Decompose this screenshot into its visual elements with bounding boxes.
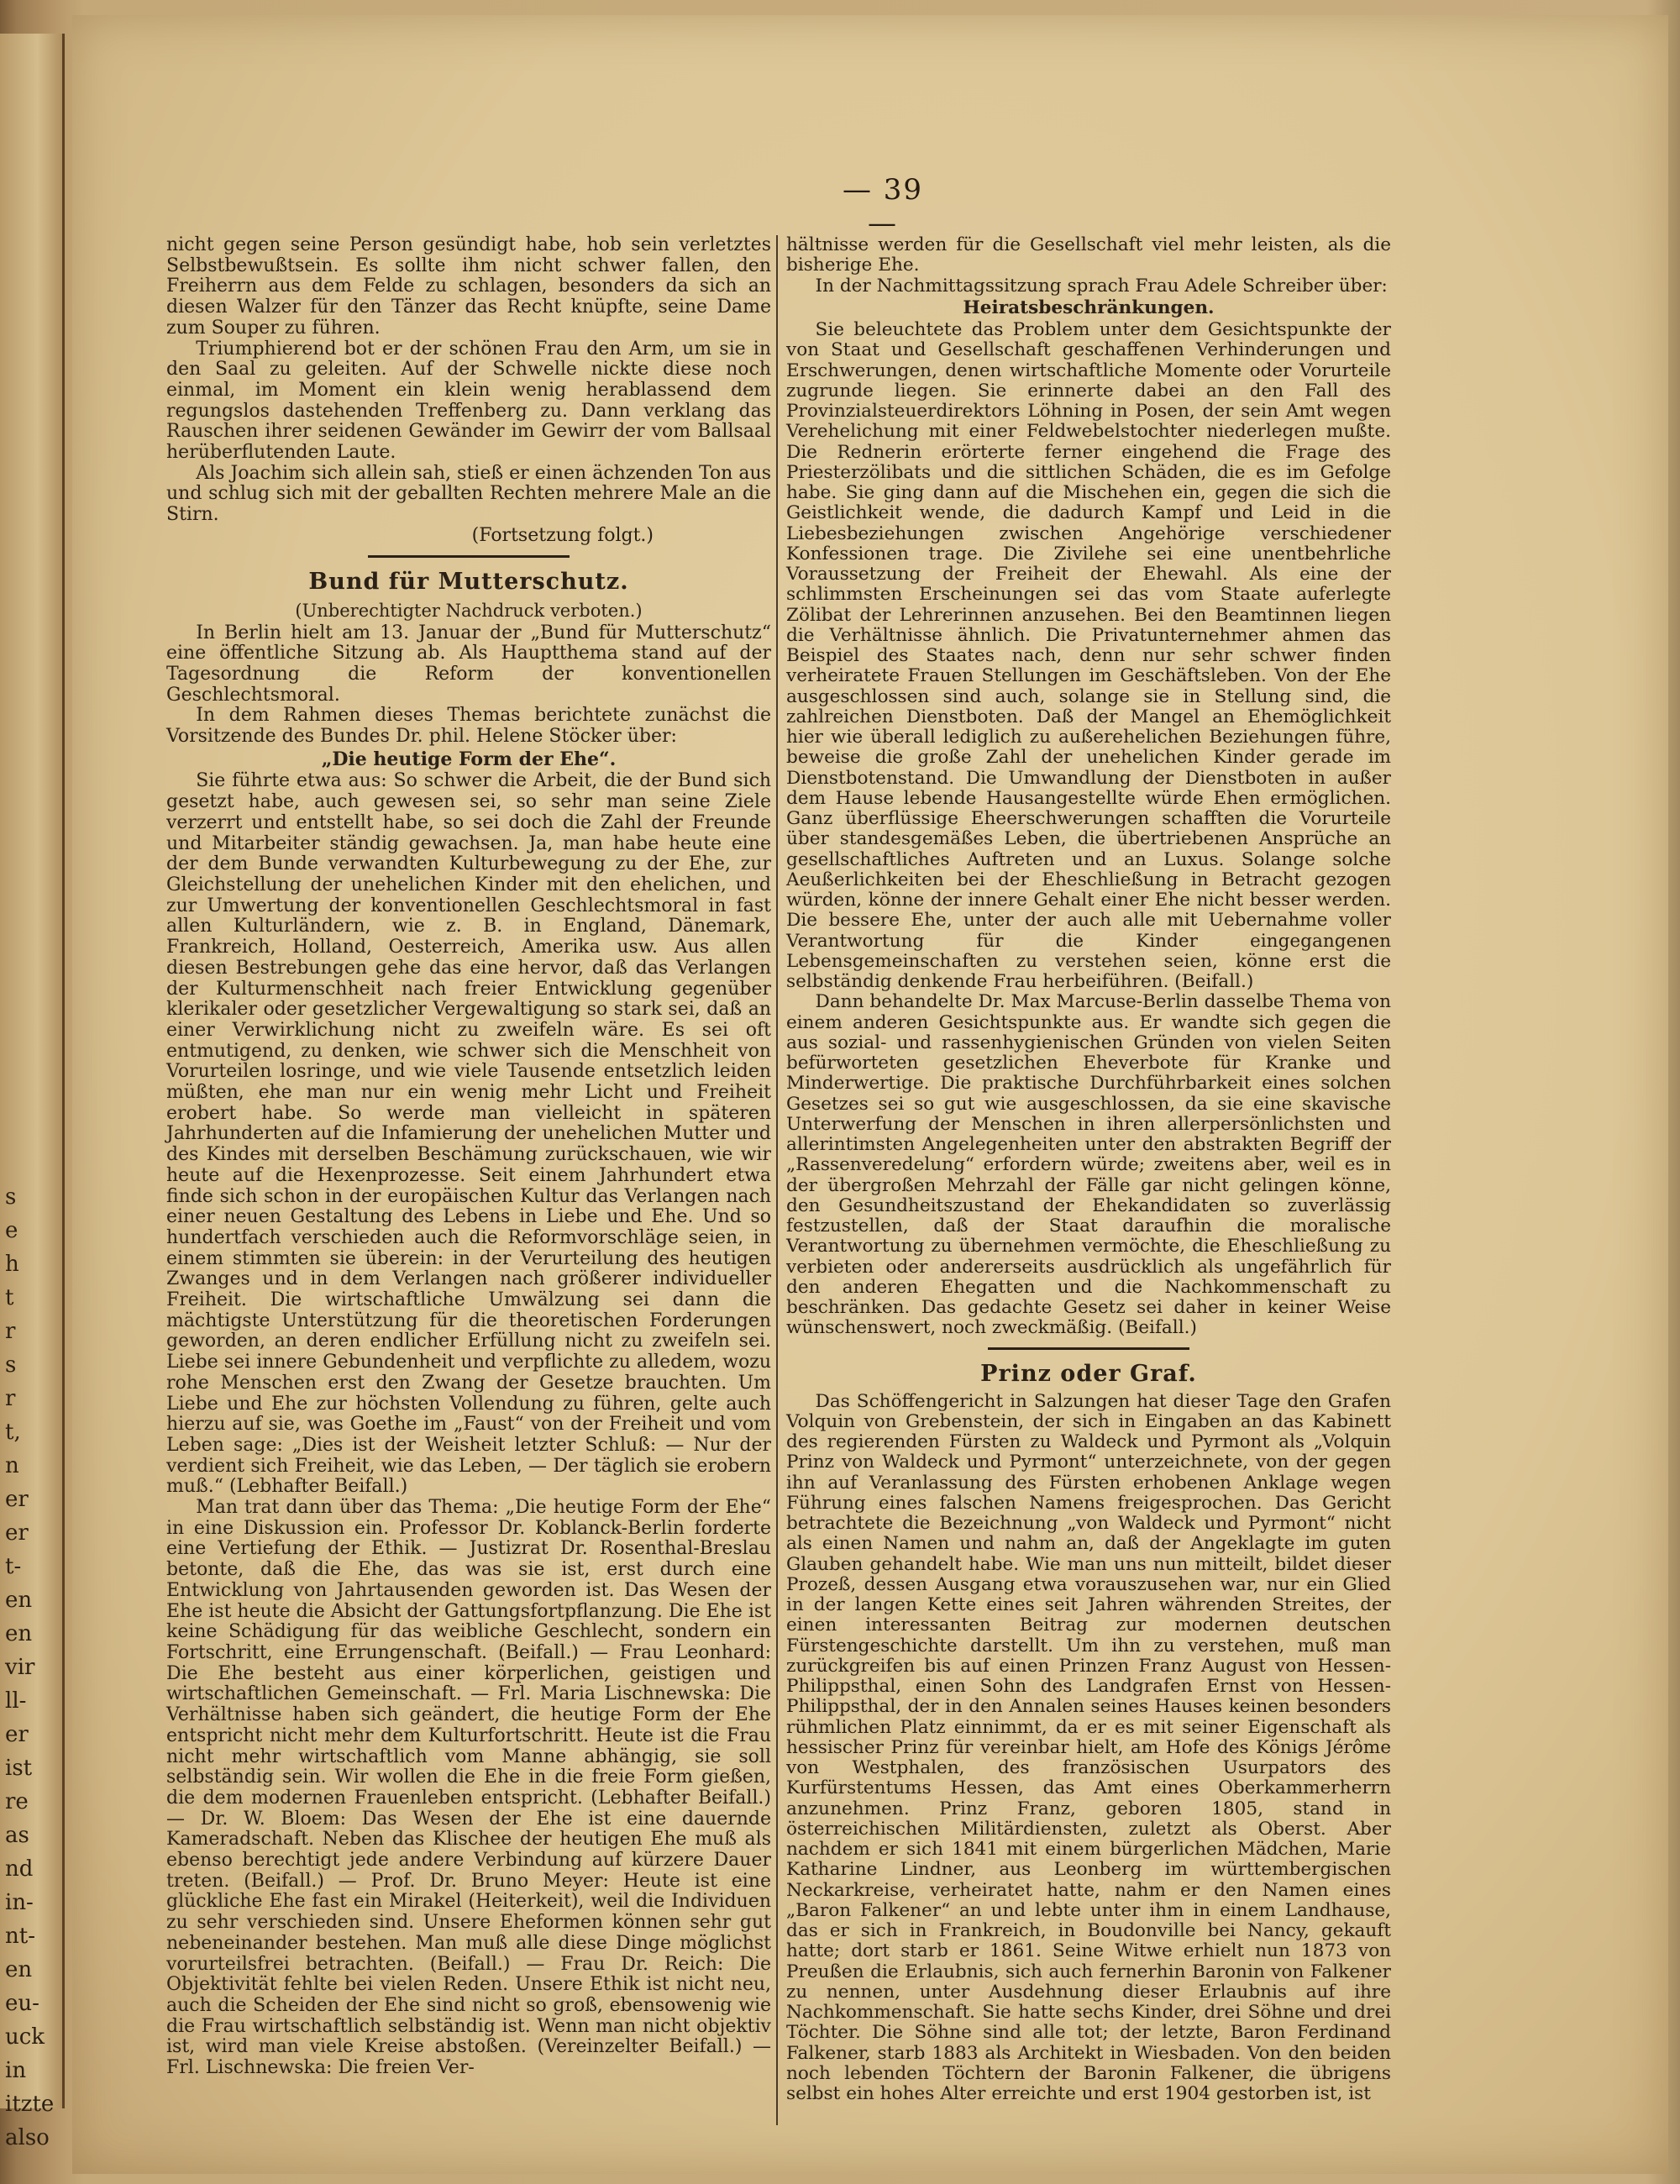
adjacent-page-text-fragment: en (5, 1957, 33, 1982)
page-number: — 39 — (842, 173, 924, 240)
lecture-topic: „Die heutige Form der Ehe“. (321, 748, 617, 770)
adjacent-page-text-fragment: in- (5, 1890, 34, 1915)
article-paragraph: In dem Rahmen dieses Themas berichtete zunächst die Vorsitzende des Bundes Dr. phil. Helene Stöcker über: (166, 705, 771, 748)
right-column (786, 235, 1391, 2104)
reprint-notice: (Unberechtigter Nachdruck verboten.) (295, 600, 643, 621)
adjacent-page-text-fragment: h (5, 1252, 19, 1277)
adjacent-page-text-fragment: nd (5, 1856, 34, 1882)
adjacent-page-text-fragment: er (5, 1487, 29, 1512)
lecture-topic: Heiratsbeschränkungen. (963, 297, 1215, 318)
adjacent-page-text-fragment: ll- (5, 1688, 27, 1714)
article-heading: Bund für Mutterschutz. (308, 568, 629, 595)
section-divider (368, 555, 570, 558)
serial-story-paragraph: Triumphierend bot er der schönen Frau den Arm, um sie in den Saal zu geleiten. Auf der Schwelle nickte diese noch einmal, im Moment ein klein wenig herablassend dem regungslos dastehenden Treffenberg zu. Dann verklang das Rauschen ihrer seidenen Gewänder im Gewirr der vom Ballsaal herüberflutenden Laute. (166, 338, 771, 464)
adjacent-page-text-fragment: s (5, 1184, 17, 1210)
serial-story-paragraph: Als Joachim sich allein sah, stieß er einen ächzenden Ton aus und schlug sich mit der geballten Rechten mehrere Male an die Stirn. (166, 462, 771, 526)
adjacent-page-text-fragment: re (5, 1789, 29, 1814)
adjacent-page-text-fragment: r (5, 1386, 16, 1411)
adjacent-page-text-fragment: also (5, 2125, 50, 2150)
adjacent-page-text-fragment: in (5, 2058, 27, 2083)
article-heading: Prinz oder Graf. (980, 1360, 1197, 1387)
article-paragraph: Dann behandelte Dr. Max Marcuse-Berlin dasselbe Thema von einem anderen Gesichtspunkte aus. Er wandte sich gegen die aus sozial- und rassenhygienischen Gründen von vielen Seiten befürworteten gesetzlichen Eheverbote für Kranke und Minderwertige. Die praktische Durchführbarkeit eines solchen Gesetzes sei so gut wie ausgeschlossen, da sie eine skavische Unterwerfung der Menschen in ihren allerpersönlichsten und allerintimsten Angelegenheiten unter den abstrakten Begriff der „Rassenveredelung“ erfordern würde; zweitens aber, weil es in der übergroßen Mehrzahl der Fälle gar nicht gelingen könne, den Gesundheitszustand der Ehekandidaten so zuverlässig festzustellen, daß der Staat daraufhin die moralische Verantwortung zu übernehmen vermöchte, die Eheschließung zu verbieten oder andererseits ausdrücklich als ungefährlich für den anderen Ehegatten und die Nachkommenschaft zu beschränken. Das gedachte Gesetz sei daher in keiner Weise wünschenswert, noch zweckmäßig. (Beifall.) (786, 991, 1391, 1339)
adjacent-page-text-fragment: nt- (5, 1924, 35, 1949)
adjacent-page-fragment (0, 34, 65, 2150)
adjacent-page-text-fragment: vir (5, 1655, 35, 1680)
adjacent-page-text-fragment: en (5, 1621, 33, 1646)
adjacent-page-text-fragment: r (5, 1319, 16, 1344)
newspaper-page (72, 15, 1668, 2174)
article-paragraph: In der Nachmittagssitzung sprach Frau Adele Schreiber über: (815, 275, 1388, 297)
article-paragraph: Man trat dann über das Thema: „Die heutige Form der Ehe“ in eine Diskussion ein. Professor Dr. Koblanck-Berlin forderte eine Vertiefung der Ethik. — Justizrat Dr. Rosenthal-Breslau betonte, daß die Ehe, das was sie ist, erst durch eine Entwicklung von Jahrtausenden geworden ist. Das Wesen der Ehe ist heute die Absicht der Gattungsfortpflanzung. Die Ehe ist keine Schädigung für das weibliche Geschlecht, sondern ein Fortschritt, eine Errungenschaft. (Beifall.) — Frau Leonhard: Die Ehe besteht aus einer körperlichen, geistigen und wirtschaftlichen Gemeinschaft. — Frl. Maria Lischnewska: Die Verhältnisse haben sich geändert, die heutige Form der Ehe entspricht nicht mehr dem Kulturfortschritt. Heute ist die Frau nicht mehr wirtschaftlich vom Manne abhängig, sie soll selbständig sein. Wir wollen die Ehe in die freie Form gießen, die dem modernen Frauenleben entspricht. (Lebhafter Beifall.) — Dr. W. Bloem: Das Wesen der Ehe ist eine dauernde Kameradschaft. Neben das Klischee der heutigen Ehe muß als ebenso berechtigt jede andere Verbindung auf kürzere Dauer treten. (Beifall.) — Prof. Dr. Bruno Meyer: Heute ist eine glückliche Ehe fast ein Mirakel (Heiterkeit), weil die Individuen zu sehr verschieden sind. Unsere Eheformen können sehr gut nebeneinander bestehen. Man muß alle diese Dinge möglichst vorurteilsfrei betrachten. (Beifall.) — Frau Dr. Reich: Die Objektivität fehlte bei vielen Reden. Unsere Ethik ist nicht neu, auch die Scheiden der Ehe sind nicht so groß, ebensowenig wie die Frau wirtschaftlich selbständig ist. Wenn man nicht objektiv ist, wird man viele Kreise abstoßen. (Vereinzelter Beifall.) — Frl. Lischnewska: Die freien Ver- (166, 1497, 771, 2079)
adjacent-page-text-fragment: e (5, 1218, 18, 1243)
adjacent-page-text-fragment: er (5, 1520, 29, 1546)
adjacent-page-text-fragment: t- (5, 1554, 22, 1579)
adjacent-page-text-fragment: ist (5, 1756, 33, 1781)
article-paragraph: In Berlin hielt am 13. Januar der „Bund für Mutterschutz“ eine öffentliche Sitzung ab. Als Hauptthema stand auf der Tagesordnung die Reform der konventionellen Geschlechtsmoral. (166, 622, 771, 706)
adjacent-page-text-fragment: itzte (5, 2092, 55, 2117)
adjacent-page-text-fragment: er (5, 1722, 29, 1747)
section-divider (988, 1347, 1189, 1350)
article-paragraph: Sie führte etwa aus: So schwer die Arbeit, die der Bund sich gesetzt habe, auch gewesen sei, so sehr man seine Ziele verzerrt und entstellt habe, so sei doch die Zahl der Freunde und Mitarbeiter ständig gewachsen. Ja, man habe heute eine der dem Bunde verwandten Kulturbewegung zu der Ehe, zur Gleichstellung der unehelichen Kinder mit den ehelichen, und zur Umwertung der konventionellen Geschlechtsmoral in fast allen Kulturländern, wie z. B. in England, Dänemark, Frankreich, Holland, Oesterreich, Amerika usw. Aus allen diesen Bestrebungen gehe das eine hervor, daß das Verlangen der Kulturmenschheit nach freier Entwicklung gegenüber klerikaler oder gesetzlicher Vergewaltigung so stark sei, daß an einer Verwirklichung nicht zu zweifeln wäre. Es sei oft entmutigend, zu denken, wie schwer sich die Menschheit von Vorurteilen losringe, und wie viele Tausende entsetzlich leiden müßten, ehe man nur ein wenig mehr Licht und Freiheit erobert habe. So werde man vielleicht in späteren Jahrhunderten auf die Infamierung der unehelichen Mutter und des Kindes mit derselben Beschämung zurückschauen, wie wir heute auf die Hexenprozesse. Seit einem Jahrhundert etwa finde sich schon in der europäischen Kultur das Verlangen nach einer neuen Gestaltung des Lebens in Liebe und Ehe. Und so hundertfach verschieden auch die Reformvorschläge seien, in einem stimmten sie überein: in der Verurteilung des heutigen Zwanges und in dem Verlangen nach größerer individueller Freiheit. Die wirtschaftliche Umwälzung sei dann die mächtigste Unterstützung für die theoretischen Forderungen geworden, an deren endlicher Erfüllung nicht zu zweifeln sei. Liebe sei innere Gebundenheit und verpflichte zu alledem, wozu rohe Menschen erst den Zwang der Gesetze brauchten. Um Liebe und Ehe zur höchsten Vollendung zu führen, gelte auch hierzu auf sie, was Goethe im „Faust“ von der Freiheit und vom Leben sage: „Dies ist der Weisheit letzter Schluß: — Nur der verdient sich Freiheit, wie das Leben, — Der täglich sie erobern muß.“ (Lebhafter Beifall.) (166, 770, 771, 1498)
adjacent-page-text-fragment: t, (5, 1420, 21, 1445)
column-rule (776, 235, 778, 2125)
adjacent-page-text-fragment: n (5, 1453, 19, 1478)
adjacent-page-text-fragment: as (5, 1823, 29, 1848)
adjacent-page-text-fragment: s (5, 1352, 17, 1378)
adjacent-page-text-fragment: t (5, 1285, 14, 1310)
left-column (166, 235, 771, 2079)
article-paragraph: hältnisse werden für die Gesellschaft viel mehr leisten, als die bisherige Ehe. (786, 234, 1391, 276)
adjacent-page-text-fragment: uck (5, 2024, 45, 2050)
continuation-note: (Fortsetzung folgt.) (471, 524, 654, 546)
article-paragraph: Sie beleuchtete das Problem unter dem Gesichtspunkte der von Staat und Gesellschaft geschaffenen Verhinderungen und Erschwerungen, denen wirtschaftliche Momente oder Vorurteile zugrunde liegen. Sie erinnerte dabei an den Fall des Provinzialsteuerdirektors Löhning in Posen, der sein Amt wegen Verehelichung mit einer Feldwebelstochter niederlegen mußte. Die Rednerin erörterte ferner eingehend die Frage des Priesterzölibats und die sittlichen Schäden, die es im Gefolge habe. Sie ging dann auf die Mischehen ein, gegen die sich die Geistlichkeit wende, die dadurch Kampf und Leid in die Liebesbeziehungen zwischen Angehörige verschiedener Konfessionen trage. Die Zivilehe sei eine unentbehrliche Voraussetzung der Freiheit der Ehewahl. Als eine der schlimmsten Erscheinungen sei das vom Staate auferlegte Zölibat der Lehrerinnen anzusehen. Bei den Beamtinnen liegen die Verhältnisse ähnlich. Die Privatunternehmer ahmen das Beispiel des Staates nach, denn nur sehr schwer finden verheiratete Frauen Stellungen im Geschäftsleben. Von der Ehe ausgeschlossen sind auch, solange sie in Stellung sind, die zahlreichen Dienstboten. Daß der Mangel an Ehemöglichkeit hier wie überall lediglich zu außerehelichen Beziehungen führe, beweise die große Zahl der unehelichen Kinder gerade im Dienstbotenstand. Die Umwandlung der Dienstboten in außer dem Hause lebende Hausangestellte würde Ehen ermöglichen. Ganz überflüssige Eheerschwerungen schafften die Vorurteile über standesgemäßes Leben, die übertriebenen Ansprüche an gesellschaftliches Auftreten und an Luxus. Solange solche Aeußerlichkeiten bei der Eheschließung in Betracht gezogen würden, könne der innere Gehalt einer Ehe nicht besser werden. Die bessere Ehe, unter der auch alle mit Uebernahme voller Verantwortung für die Kinder eingegangenen Lebensgemeinschaften zu verstehen seien, könne erst die selbständig denkende Frau herbeiführen. (Beifall.) (786, 319, 1391, 992)
serial-story-paragraph: nicht gegen seine Person gesündigt habe, hob sein verletztes Selbstbewußtsein. Es sollte ihm nicht schwer fallen, den Freiherrn aus dem Felde zu schlagen, besonders da sich an diesen Walzer für den Tänzer das Recht knüpfte, seine Dame zum Souper zu führen. (166, 234, 771, 339)
adjacent-page-text-fragment: eu- (5, 1991, 39, 2016)
adjacent-page-text-fragment: en (5, 1588, 33, 1613)
article-paragraph: Das Schöffengericht in Salzungen hat dieser Tage den Grafen Volquin von Grebenstein, der sich in Eingaben an das Kabinett des regierenden Fürsten zu Waldeck und Pyrmont als „Volquin Prinz von Waldeck und Pyrmont“ unterzeichnete, von der gegen ihn auf Veranlassung des Fürsten erhobenen Anklage wegen Führung eines falschen Namens freigesprochen. Das Gericht betrachtete die Bezeichnung „von Waldeck und Pyrmont“ nicht als einen Namen und nahm an, daß der Angeklagte im guten Glauben gehandelt habe. Wie man uns nun mitteilt, bildet dieser Prozeß, dessen Ausgang etwa vorauszusehen war, nur ein Glied in der langen Kette eines seit Jahren währenden Streites, der einen interessanten Beitrag zur modernen deutschen Fürstengeschichte darstellt. Um ihn zu verstehen, muß man zurückgreifen bis auf einen Prinzen Franz August von Hessen-Philippsthal, einen Sohn des Landgrafen Ernst von Hessen-Philippsthal, der in den Annalen seines Hauses keinen besonders rühmlichen Platz einnimmt, da er es mit seiner Eigenschaft als hessischer Prinz für vereinbar hielt, am Hofe des Königs Jérôme von Westphalen, des französischen Usurpators des Kurfürstentums Hessen, das Amt eines Oberkammerherrn anzunehmen. Prinz Franz, geboren 1805, stand in österreichischen Militärdiensten, zuletzt als Oberst. Aber nachdem er sich 1841 mit einem bürgerlichen Mädchen, Marie Katharine Lindner, aus Leonberg im württembergischen Neckarkreise, verheiratet hatte, nahm er den Namen eines „Baron Falkener“ an und lebte unter ihm in einem Landhause, das er sich in Frankreich, in Boudonville bei Nancy, gekauft hatte; dort starb er 1861. Seine Witwe erhielt nun 1873 von Preußen die Erlaubnis, sich auch fernerhin Baronin von Falkener zu nennen, unter Ausdehnung dieser Erlaubnis auf ihre Nachkommenschaft. Sie hatte sechs Kinder, drei Söhne und drei Töchter. Die Söhne sind alle tot; der letzte, Baron Ferdinand Falkener, starb 1883 als Architekt in Wiesbaden. Von den beiden noch lebenden Töchtern der Baronin Falkener, die übrigens selbst ein hohes Alter erreichte und erst 1904 gestorben ist, ist (786, 1390, 1391, 2104)
